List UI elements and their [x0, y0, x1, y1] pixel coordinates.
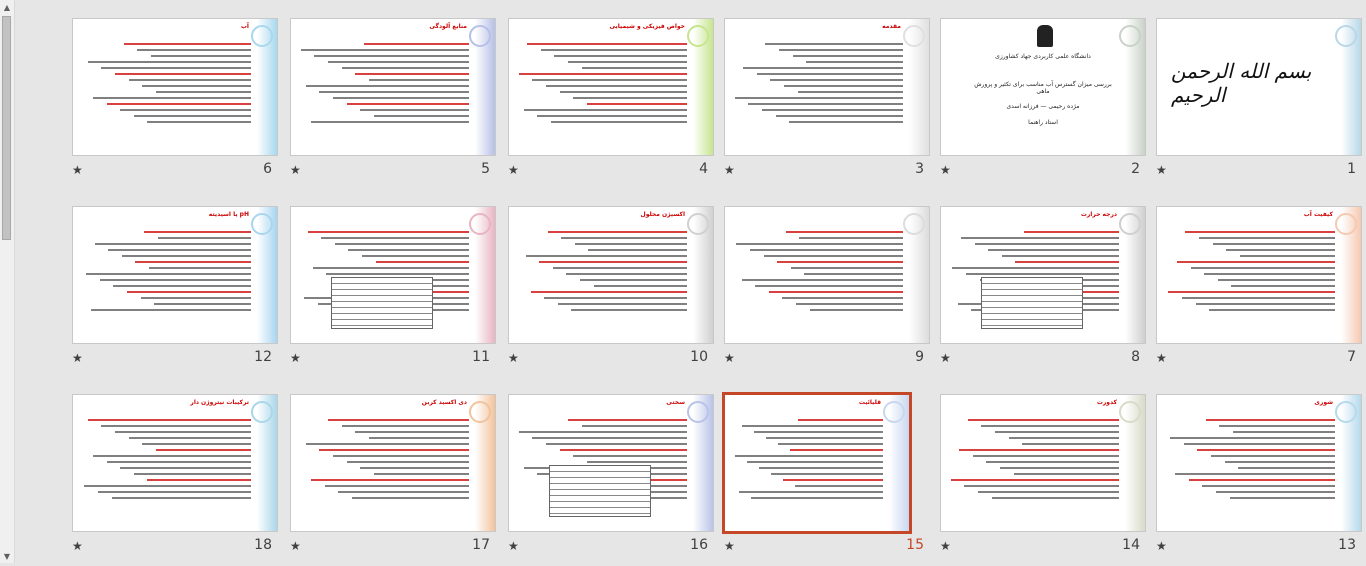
- slide-body-text: [81, 419, 251, 523]
- slide-table: [981, 277, 1083, 329]
- slide-title: pH یا اسیدیته: [208, 211, 249, 218]
- slide-thumbnail-3[interactable]: [724, 18, 930, 190]
- slide-preview[interactable]: [724, 18, 930, 156]
- slide-preview[interactable]: [1156, 206, 1362, 344]
- slide-title: دی اکسید کربن: [421, 399, 467, 406]
- slide-body-text: [299, 231, 469, 271]
- slide-transition-star-icon[interactable]: ★: [72, 163, 83, 177]
- slide-number: 4: [699, 161, 708, 177]
- slide-decor-ring-icon: [1335, 25, 1357, 47]
- slide-thumbnail-5[interactable]: [290, 18, 496, 190]
- slide-body-text: [81, 231, 251, 335]
- slide-number: 7: [1347, 349, 1356, 365]
- slide-number: 16: [690, 537, 708, 553]
- slide-thumbnail-2[interactable]: [940, 18, 1146, 190]
- slide-body-text: [1165, 419, 1335, 523]
- slide-decor-ring-icon: [469, 213, 491, 235]
- slide-decor-ring-icon: [687, 25, 709, 47]
- slide-transition-star-icon[interactable]: ★: [1156, 163, 1167, 177]
- slide-body-text: [733, 419, 883, 523]
- slide-title: شوری: [1314, 399, 1333, 406]
- slide-thumbnail-6[interactable]: [72, 18, 278, 190]
- slide-preview[interactable]: [1156, 18, 1362, 156]
- slide-transition-star-icon[interactable]: ★: [724, 351, 735, 365]
- slide-transition-star-icon[interactable]: ★: [508, 351, 519, 365]
- slide-body-text: [1165, 231, 1335, 335]
- slide-transition-star-icon[interactable]: ★: [72, 539, 83, 553]
- slide-transition-star-icon[interactable]: ★: [508, 539, 519, 553]
- slide-decor-ring-icon: [687, 401, 709, 423]
- slide-decor-ring-icon: [469, 25, 491, 47]
- slide-thumbnail-12[interactable]: [72, 206, 278, 378]
- slide-thumbnail-13[interactable]: [1156, 394, 1362, 566]
- slide-decor-ring-icon: [1335, 401, 1357, 423]
- slide-number: 3: [915, 161, 924, 177]
- slide2-university: دانشگاه علمی کاربردی جهاد کشاورزی: [995, 53, 1091, 60]
- slide-decor-ring-icon: [1335, 213, 1357, 235]
- slide-number: 11: [472, 349, 490, 365]
- slide-transition-star-icon[interactable]: ★: [940, 539, 951, 553]
- slide-title: منابع آلودگی: [429, 23, 467, 30]
- slide-decor-ring-icon: [1119, 401, 1141, 423]
- slide-thumbnail-18[interactable]: [72, 394, 278, 566]
- slide-number: 2: [1131, 161, 1140, 177]
- slide-preview[interactable]: [508, 18, 714, 156]
- slide-transition-star-icon[interactable]: ★: [940, 351, 951, 365]
- slide-decor-ring-icon: [251, 25, 273, 47]
- slide-preview[interactable]: [290, 206, 496, 344]
- slide-body-text: [517, 43, 687, 147]
- slide-title: آب: [240, 23, 249, 30]
- slide-number: 1: [1347, 161, 1356, 177]
- slide-body-text: [299, 43, 469, 147]
- slide-body-text: [299, 419, 469, 523]
- slide-title: ترکیبات نیتروژن دار: [190, 399, 249, 406]
- slide-number: 14: [1122, 537, 1140, 553]
- slide-transition-star-icon[interactable]: ★: [508, 163, 519, 177]
- slide-number: 9: [915, 349, 924, 365]
- slide-decor-ring-icon: [1119, 25, 1141, 47]
- slide-thumbnail-1[interactable]: [1156, 18, 1362, 190]
- slide-thumbnail-8[interactable]: [940, 206, 1146, 378]
- scroll-up-arrow-icon[interactable]: ▲: [3, 2, 11, 12]
- vertical-scrollbar[interactable]: [0, 0, 15, 563]
- slide-decor-ring-icon: [687, 213, 709, 235]
- slide-preview[interactable]: [72, 394, 278, 532]
- slide-decor-ring-icon: [469, 401, 491, 423]
- slide-transition-star-icon[interactable]: ★: [724, 163, 735, 177]
- slide-body-text: [949, 231, 1119, 271]
- slide-body-text: [81, 43, 251, 147]
- slide-title: اکسیژن محلول: [640, 211, 685, 218]
- slide2-authors: مژده رحیمی — فرزانه اسدی: [1006, 103, 1080, 110]
- slide-transition-star-icon[interactable]: ★: [724, 539, 735, 553]
- slide-number: 15: [906, 537, 924, 553]
- slide-preview[interactable]: [508, 206, 714, 344]
- slide-number: 8: [1131, 349, 1140, 365]
- slide-thumbnail-10[interactable]: [508, 206, 714, 378]
- scroll-thumb[interactable]: [2, 16, 11, 240]
- slide-body-text: [733, 43, 903, 147]
- slide-thumbnail-17[interactable]: [290, 394, 496, 566]
- slide-transition-star-icon[interactable]: ★: [72, 351, 83, 365]
- slide-title: خواص فیزیکی و شیمیایی: [609, 23, 685, 30]
- slide-number: 6: [263, 161, 272, 177]
- slide-decor-ring-icon: [1119, 213, 1141, 235]
- slide-preview[interactable]: [290, 18, 496, 156]
- slide-table: [331, 277, 433, 329]
- slide2-subject: بررسی میزان گسترس آب مناسب برای تکثیر و پرورش ماهی: [974, 81, 1112, 95]
- slide-number: 17: [472, 537, 490, 553]
- slide-decor-ring-icon: [251, 401, 273, 423]
- slide-thumbnail-7[interactable]: [1156, 206, 1362, 378]
- slide-decor-ring-icon: [251, 213, 273, 235]
- slide-number: 10: [690, 349, 708, 365]
- slide-preview[interactable]: [72, 18, 278, 156]
- slide-number: 5: [481, 161, 490, 177]
- slide-body-text: [517, 419, 687, 459]
- slide-decor-ring-icon: [883, 401, 905, 423]
- slide-title: قلیائیت: [858, 399, 881, 406]
- calligraphy-text: بسم الله الرحمن الرحیم: [1171, 59, 1312, 107]
- slide-title: درجه حرارت: [1080, 211, 1117, 218]
- slide-thumbnail-11[interactable]: [290, 206, 496, 378]
- slide-preview[interactable]: [722, 392, 912, 534]
- slide-number: 12: [254, 349, 272, 365]
- slide-body-text: [733, 231, 903, 335]
- slide-preview[interactable]: [290, 394, 496, 532]
- slide-transition-star-icon[interactable]: ★: [940, 163, 951, 177]
- slide-preview[interactable]: [940, 206, 1146, 344]
- slide-title: کیفیت آب: [1303, 211, 1333, 218]
- slide-preview[interactable]: [724, 206, 930, 344]
- slide-transition-star-icon[interactable]: ★: [1156, 539, 1167, 553]
- slide-title: سختی: [666, 399, 685, 406]
- slide-title: کدورت: [1096, 399, 1117, 406]
- slide-decor-ring-icon: [903, 213, 925, 235]
- slide-preview[interactable]: [508, 394, 714, 532]
- slide-body-text: [949, 419, 1119, 523]
- slide-thumbnail-4[interactable]: [508, 18, 714, 190]
- slide-thumbnail-14[interactable]: [940, 394, 1146, 566]
- slide-preview[interactable]: [1156, 394, 1362, 532]
- slide-number: 13: [1338, 537, 1356, 553]
- slide-number: 18: [254, 537, 272, 553]
- slide-preview[interactable]: [940, 394, 1146, 532]
- slide-transition-star-icon[interactable]: ★: [290, 351, 301, 365]
- slide-preview[interactable]: [940, 18, 1146, 156]
- slide-body-text: [517, 231, 687, 335]
- slide2-teacher: استاد راهنما: [1028, 119, 1058, 126]
- slide-transition-star-icon[interactable]: ★: [290, 539, 301, 553]
- slide-thumbnail-15[interactable]: [724, 394, 930, 566]
- slide-table: [549, 465, 651, 517]
- slide-decor-ring-icon: [903, 25, 925, 47]
- slide-thumbnail-9[interactable]: [724, 206, 930, 378]
- slide-title: مقدمه: [882, 23, 901, 30]
- slide-thumbnail-16[interactable]: [508, 394, 714, 566]
- slide-transition-star-icon[interactable]: ★: [290, 163, 301, 177]
- university-logo-icon: [1037, 25, 1053, 47]
- slide-transition-star-icon[interactable]: ★: [1156, 351, 1167, 365]
- slide-preview[interactable]: [72, 206, 278, 344]
- scroll-down-arrow-icon[interactable]: ▼: [3, 551, 11, 561]
